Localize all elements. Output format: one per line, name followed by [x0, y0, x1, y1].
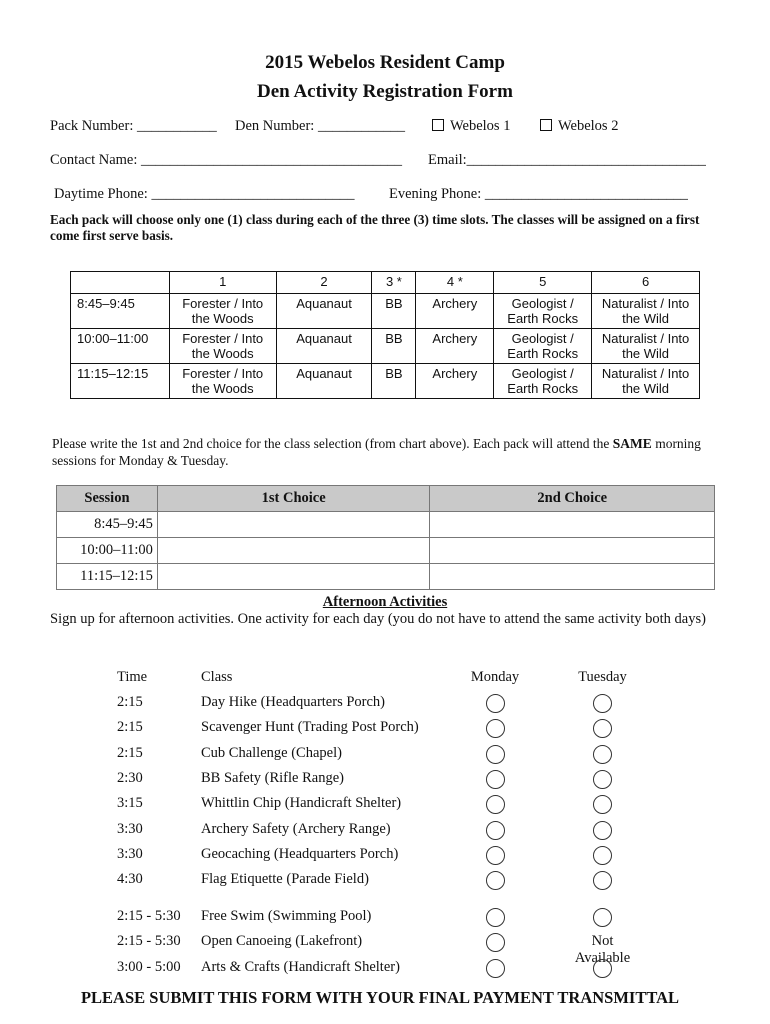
tuesday-choice[interactable] — [570, 846, 635, 870]
class-cell: Archery — [416, 294, 494, 329]
activity-class: Day Hike (Headquarters Porch) — [201, 694, 385, 710]
activity-time: 4:30 — [117, 871, 143, 887]
class-cell: Forester / Into the Woods — [169, 294, 276, 329]
table-row — [57, 538, 715, 564]
activity-time: 3:00 - 5:00 — [117, 959, 181, 975]
monday-header: Monday — [470, 669, 520, 685]
class-cell: Forester / Into the Woods — [169, 364, 276, 399]
activity-time: 2:15 - 5:30 — [117, 908, 181, 924]
note-text: morning sessions for Monday & Tuesday. — [52, 436, 701, 468]
header-cell: 1 — [169, 272, 276, 294]
class-schedule-table — [70, 271, 700, 399]
webelos-2-option[interactable] — [540, 118, 618, 135]
time-header: Time — [117, 669, 148, 685]
class-header: Class — [201, 669, 233, 685]
radio-circle-icon[interactable] — [486, 795, 505, 814]
first-choice-input[interactable] — [157, 564, 430, 590]
header-cell — [71, 272, 170, 294]
tuesday-choice[interactable] — [570, 821, 635, 845]
class-cell: Geologist / Earth Rocks — [494, 329, 592, 364]
monday-choice[interactable] — [470, 770, 520, 794]
den-number-field[interactable]: Den Number: ____________ — [235, 118, 405, 134]
activity-class: BB Safety (Rifle Range) — [201, 770, 344, 786]
radio-circle-icon[interactable] — [486, 871, 505, 890]
activity-time: 2:15 — [117, 719, 143, 735]
monday-choice[interactable] — [470, 908, 520, 932]
monday-choice[interactable] — [470, 694, 520, 718]
time-slot-cell: 11:15–12:15 — [71, 364, 170, 399]
tuesday-choice[interactable] — [570, 694, 635, 718]
activity-class: Free Swim (Swimming Pool) — [201, 908, 372, 924]
activity-class: Archery Safety (Archery Range) — [201, 821, 391, 837]
class-cell: Geologist / Earth Rocks — [494, 364, 592, 399]
evening-phone-field[interactable]: Evening Phone: ____________________________ — [389, 186, 688, 202]
session-cell: 10:00–11:00 — [57, 538, 158, 564]
checkbox-icon[interactable] — [432, 119, 444, 131]
activity-time: 3:30 — [117, 821, 143, 837]
activity-class: Flag Etiquette (Parade Field) — [201, 871, 369, 887]
submit-instruction: PLEASE SUBMIT THIS FORM WITH YOUR FINAL PAYMENT TRANSMITTAL — [80, 988, 680, 1007]
radio-circle-icon[interactable] — [593, 719, 612, 738]
class-cell: Archery — [416, 329, 494, 364]
activity-class: Open Canoeing (Lakefront) — [201, 933, 363, 949]
class-cell: BB — [372, 364, 416, 399]
tuesday-header: Tuesday — [578, 669, 627, 685]
table-row — [57, 512, 715, 538]
second-choice-input[interactable] — [430, 564, 715, 590]
list-item — [0, 908, 770, 928]
webelos-1-label: Webelos 1 — [450, 118, 511, 134]
radio-circle-icon[interactable] — [486, 908, 505, 927]
session-cell: 11:15–12:15 — [57, 564, 158, 590]
table-row — [57, 564, 715, 590]
tuesday-choice[interactable] — [570, 719, 635, 743]
list-item — [0, 694, 770, 714]
radio-circle-icon[interactable] — [593, 959, 612, 978]
radio-circle-icon[interactable] — [593, 871, 612, 890]
email-field[interactable]: Email:_________________________________ — [428, 152, 706, 168]
webelos-1-option[interactable] — [432, 118, 510, 135]
tuesday-choice[interactable] — [570, 871, 635, 895]
table-row — [71, 294, 700, 329]
header-cell: 3 * — [372, 272, 416, 294]
class-cell: Forester / Into the Woods — [169, 329, 276, 364]
monday-choice[interactable] — [470, 719, 520, 743]
list-item — [0, 959, 770, 979]
class-cell: Aquanaut — [276, 294, 372, 329]
form-subtitle: Den Activity Registration Form — [257, 81, 513, 102]
activity-time: 2:15 — [117, 745, 143, 761]
class-cell: Naturalist / Into the Wild — [592, 294, 700, 329]
monday-choice[interactable] — [470, 846, 520, 870]
daytime-phone-field[interactable]: Daytime Phone: ____________________________ — [54, 186, 355, 202]
form-title: 2015 Webelos Resident Camp — [265, 52, 505, 73]
choice-selection-table — [56, 485, 715, 590]
activity-time: 2:15 - 5:30 — [117, 933, 181, 949]
second-choice-input[interactable] — [430, 538, 715, 564]
webelos-2-label: Webelos 2 — [558, 118, 619, 134]
pack-number-field[interactable]: Pack Number: ___________ — [50, 118, 217, 134]
header-cell: Session — [57, 486, 158, 512]
monday-choice[interactable] — [470, 745, 520, 769]
activity-class: Geocaching (Headquarters Porch) — [201, 846, 399, 862]
class-cell: Aquanaut — [276, 364, 372, 399]
first-choice-input[interactable] — [157, 512, 430, 538]
monday-choice[interactable] — [470, 959, 520, 983]
first-choice-input[interactable] — [157, 538, 430, 564]
afternoon-intro: Sign up for afternoon activities. One activity for each day (you do not have to attend the same activity both days) — [50, 611, 706, 627]
class-cell: BB — [372, 329, 416, 364]
monday-choice[interactable] — [470, 821, 520, 845]
instructions-text: Each pack will choose only one (1) class during each of the three (3) time slots. The classes will be assigned on a first come first serve basis. — [50, 212, 700, 243]
list-item — [0, 770, 770, 790]
session-cell: 8:45–9:45 — [57, 512, 158, 538]
tuesday-choice[interactable] — [570, 908, 635, 932]
tuesday-choice[interactable] — [570, 795, 635, 819]
radio-circle-icon[interactable] — [593, 745, 612, 764]
radio-circle-icon[interactable] — [593, 846, 612, 865]
list-item — [0, 719, 770, 739]
time-slot-cell: 8:45–9:45 — [71, 294, 170, 329]
activity-time: 3:30 — [117, 846, 143, 862]
tuesday-choice[interactable] — [570, 745, 635, 769]
activity-class: Cub Challenge (Chapel) — [201, 745, 342, 761]
activity-class: Whittlin Chip (Handicraft Shelter) — [201, 795, 402, 811]
radio-circle-icon[interactable] — [486, 770, 505, 789]
second-choice-input[interactable] — [430, 512, 715, 538]
radio-circle-icon[interactable] — [486, 933, 505, 952]
monday-choice[interactable] — [470, 933, 520, 957]
radio-circle-icon[interactable] — [486, 719, 505, 738]
list-item — [0, 795, 770, 815]
header-cell: 4 * — [416, 272, 494, 294]
radio-circle-icon[interactable] — [593, 795, 612, 814]
table-header-row — [71, 272, 700, 294]
class-cell: Aquanaut — [276, 329, 372, 364]
tuesday-choice[interactable] — [570, 770, 635, 794]
header-cell: 5 — [494, 272, 592, 294]
radio-circle-icon[interactable] — [486, 821, 505, 840]
header-cell: 1st Choice — [157, 486, 430, 512]
class-cell: Naturalist / Into the Wild — [592, 329, 700, 364]
header-cell: 2nd Choice — [430, 486, 715, 512]
radio-circle-icon[interactable] — [486, 959, 505, 978]
list-item — [0, 933, 770, 966]
radio-circle-icon[interactable] — [593, 694, 612, 713]
note-emphasis: SAME — [612, 436, 652, 451]
radio-circle-icon[interactable] — [593, 770, 612, 789]
radio-circle-icon[interactable] — [486, 694, 505, 713]
table-header-row — [57, 486, 715, 512]
radio-circle-icon[interactable] — [593, 821, 612, 840]
class-cell: Geologist / Earth Rocks — [494, 294, 592, 329]
tuesday-choice[interactable] — [570, 959, 635, 983]
monday-choice[interactable] — [470, 871, 520, 895]
note-text: Please write the 1st and 2nd choice for the class selection (from chart above). Each pack will attend the — [52, 436, 613, 451]
list-item — [0, 821, 770, 841]
table-row — [71, 364, 700, 399]
list-item — [0, 871, 770, 891]
radio-circle-icon[interactable] — [486, 745, 505, 764]
activity-time: 2:30 — [117, 770, 143, 786]
header-cell: 6 — [592, 272, 700, 294]
checkbox-icon[interactable] — [540, 119, 552, 131]
class-cell: Naturalist / Into the Wild — [592, 364, 700, 399]
radio-circle-icon[interactable] — [486, 846, 505, 865]
activity-class: Arts & Crafts (Handicraft Shelter) — [201, 959, 400, 975]
time-slot-cell: 10:00–11:00 — [71, 329, 170, 364]
afternoon-title: Afternoon Activities — [322, 594, 448, 610]
tuesday-status: Not Available — [574, 933, 631, 966]
list-item — [0, 846, 770, 866]
afternoon-header-row — [0, 669, 770, 689]
activity-class: Scavenger Hunt (Trading Post Porch) — [201, 719, 419, 735]
header-cell: 2 — [276, 272, 372, 294]
table-row — [71, 329, 700, 364]
activity-time: 2:15 — [117, 694, 143, 710]
monday-choice[interactable] — [470, 795, 520, 819]
class-cell: Archery — [416, 364, 494, 399]
morning-sessions-note — [52, 435, 712, 469]
radio-circle-icon[interactable] — [593, 908, 612, 927]
activity-time: 3:15 — [117, 795, 143, 811]
class-cell: BB — [372, 294, 416, 329]
contact-name-field[interactable]: Contact Name: ____________________________________ — [50, 152, 403, 168]
list-item — [0, 745, 770, 765]
